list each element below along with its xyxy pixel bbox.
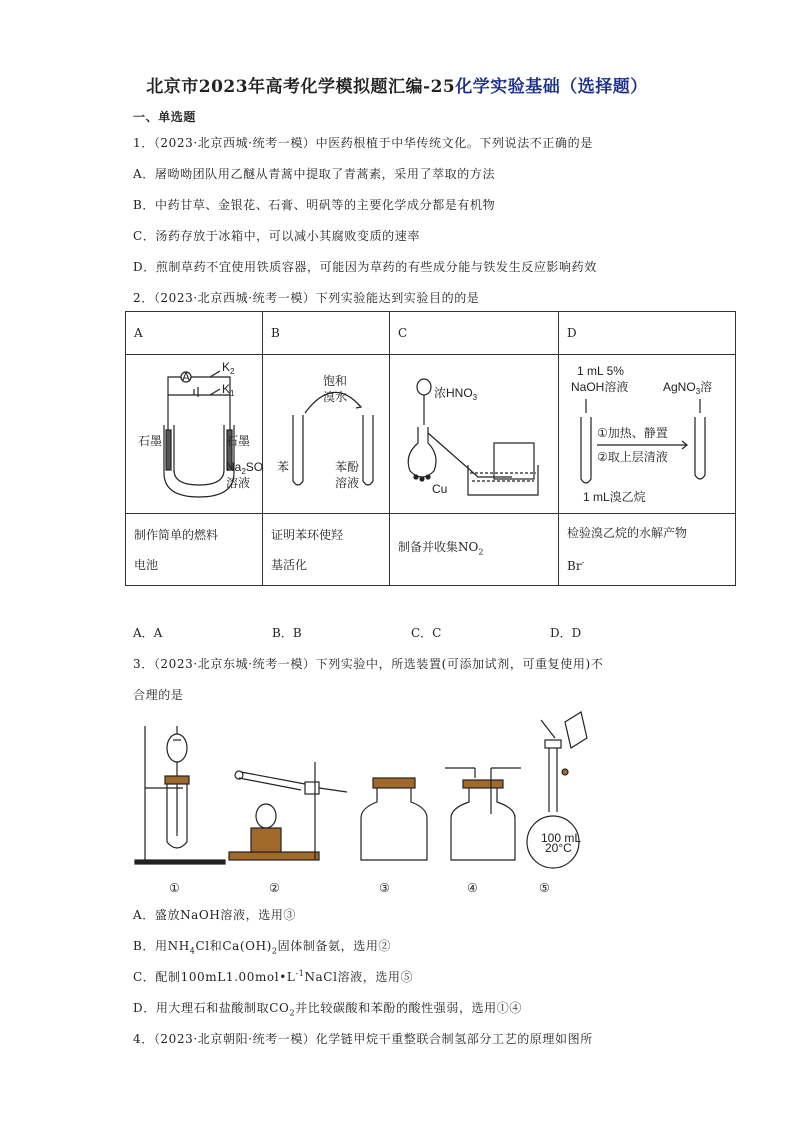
q3-option-d: D．用大理石和盐酸制取$CO_2$并比较碳酸和苯酚的酸性强弱，选用①④ — [133, 1001, 522, 1018]
apparatus-1-label: ① — [169, 881, 180, 895]
apparatus-2-label: ② — [269, 881, 280, 895]
page-title: 北京市2023年高考化学模拟题汇编-25化学实验基础（选择题） — [146, 77, 648, 97]
q1-option-c: C．汤药存放于冰箱中，可以减小其腐败变质的速率 — [133, 229, 420, 243]
svg-text:Cu: Cu — [432, 482, 448, 496]
q3-apparatus-figure — [125, 718, 605, 896]
svg-text:①加热、静置: ①加热、静置 — [597, 426, 668, 440]
fig-b-bromine-water — [263, 355, 390, 514]
fig-d-hydrolysis-test — [559, 355, 736, 514]
q3-option-b: B．用$NH_4Cl$和$Ca(OH)_2$固体制备氨，选用② — [133, 939, 392, 956]
svg-text:苯: 苯 — [277, 460, 290, 474]
q3-stem-cont: 合理的是 — [133, 688, 184, 702]
svg-text:溴水: 溴水 — [323, 390, 348, 404]
q4-stem: 4．（2023·北京朝阳·统考一模）化学链甲烷干重整联合制氢部分工艺的原理如图所 — [133, 1032, 593, 1046]
q2-header-d: D — [559, 312, 736, 355]
svg-text:NaOH溶液: NaOH溶液 — [571, 380, 629, 394]
q1-option-a: A．屠呦呦团队用乙醚从青蒿中提取了青蒿素，采用了萃取的方法 — [133, 167, 496, 181]
svg-text:AgNO3溶: AgNO$_3$溶 — [663, 380, 713, 396]
section-heading: 一、单选题 — [133, 110, 197, 124]
q2-caption-c: 制备并收集$NO_2$ — [390, 514, 559, 586]
svg-text:K1: $K_1$ — [222, 382, 235, 398]
svg-text:1 mL溴乙烷: 1 mL溴乙烷 — [583, 490, 646, 504]
q2-stem: 2．（2023·北京西城·统考一模）下列实验能达到实验目的的是 — [133, 291, 480, 305]
svg-text:K2: $K_2$ — [222, 360, 235, 376]
q2-table — [125, 311, 736, 586]
svg-text:100 mL: 100 mL — [541, 831, 582, 845]
q2-header-c: C — [390, 312, 559, 355]
svg-text:②取上层清液: ②取上层清液 — [597, 450, 668, 464]
q2-option-a: A．A — [133, 626, 163, 640]
svg-text:石墨: 石墨 — [226, 434, 251, 448]
svg-text:1 mL 5%: 1 mL 5% — [577, 364, 624, 378]
q3-stem: 3．（2023·北京东城·统考一模）下列实验中，所选装置(可添加试剂，可重复使用)不 — [133, 657, 604, 671]
q2-caption-d: 检验溴乙烷的水解产物 Br- — [559, 514, 736, 586]
apparatus-4-label: ④ — [467, 881, 478, 895]
svg-text:20°C: 20°C — [545, 841, 572, 855]
q2-option-c: C．C — [411, 626, 442, 640]
svg-text:浓HNO3: 浓$HNO_3$ — [434, 386, 478, 402]
svg-text:石墨: 石墨 — [138, 434, 163, 448]
q2-option-d: D．D — [550, 626, 582, 640]
svg-text:A: A — [182, 370, 191, 384]
q1-option-b: B．中药甘草、金银花、石膏、明矾等的主要化学成分都是有机物 — [133, 198, 496, 212]
svg-text:Na2SO: $Na_2SO$ — [226, 460, 264, 476]
q1-stem: 1．（2023·北京西城·统考一模）中医药根植于中华传统文化。下列说法不正确的是 — [133, 136, 593, 150]
svg-text:苯酚: 苯酚 — [335, 460, 360, 474]
q2-header-b: B — [263, 312, 390, 355]
fig-a-fuel-cell — [126, 355, 263, 514]
q1-option-d: D．煎制草药不宜使用铁质容器，可能因为草药的有些成分能与铁发生反应影响药效 — [133, 260, 597, 274]
q2-option-b: B．B — [272, 626, 302, 640]
q3-option-a: A．盛放NaOH溶液，选用③ — [133, 908, 297, 922]
q2-caption-b: 证明苯环使羟 基活化 — [263, 514, 390, 586]
svg-text:溶液: 溶液 — [226, 476, 251, 490]
apparatus-5-label: ⑤ — [539, 881, 550, 895]
svg-text:溶液: 溶液 — [335, 476, 360, 490]
svg-text:饱和: 饱和 — [323, 374, 348, 388]
fig-c-no2-setup — [390, 355, 559, 514]
q2-header-a: A — [126, 312, 263, 355]
q3-option-c: C．配制$100mL1.00mol•L^{-1}NaCl$溶液，选用⑤ — [133, 969, 414, 984]
apparatus-3-label: ③ — [379, 881, 390, 895]
q2-caption-a: 制作简单的燃料 电池 — [126, 514, 263, 586]
